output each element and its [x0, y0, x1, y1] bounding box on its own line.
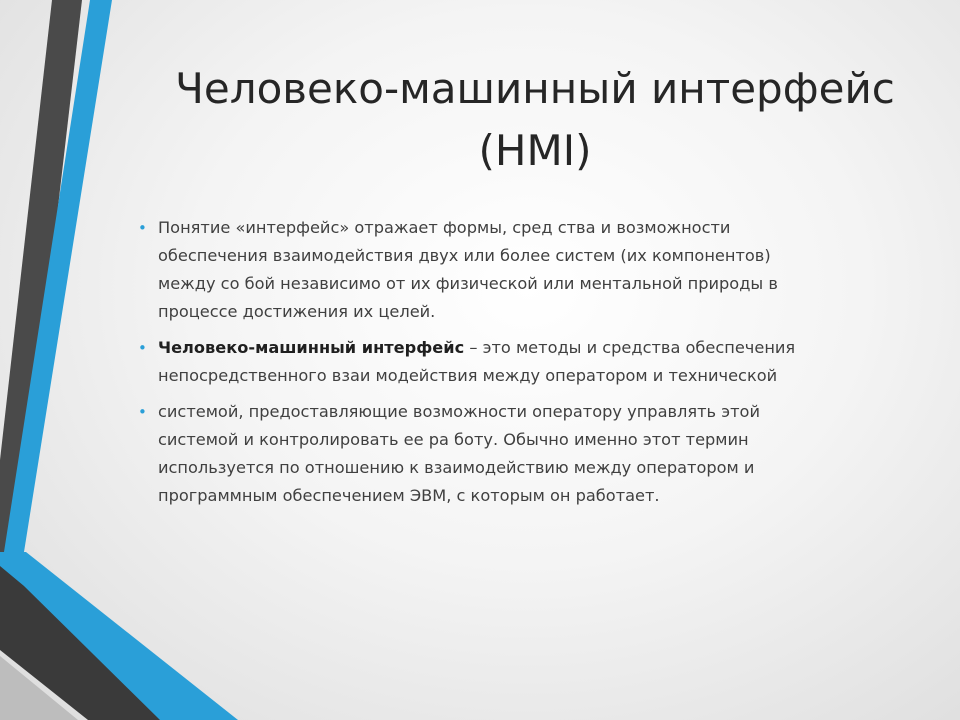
title-line-2: (HMI) [478, 126, 592, 175]
bullet-1-line-1: Понятие «интерфейс» отражает формы, сред ства и возможности [158, 218, 731, 237]
bullet-3-line-2: системой и контролировать ее ра боту. Обычно именно этот термин [158, 430, 749, 449]
bullet-1-line-3: между со бой независимо от их физической или ментальной природы в [158, 274, 778, 293]
bullet-3-line-1: системой, предоставляющие возможности оператору управлять этой [158, 402, 760, 421]
bullet-3-line-3: используется по отношению к взаимодействию между оператором и [158, 458, 755, 477]
bullet-2-bold-term: Человеко-машинный интерфейс [158, 338, 465, 357]
bullet-2-line-2: непосредственного взаи модействия между оператором и технической [158, 366, 778, 385]
left-gray-stripe [0, 0, 82, 552]
bullet-dot-icon: • [138, 219, 147, 237]
title-line-1: Человеко-машинный интерфейс [175, 64, 895, 113]
bullet-dot-icon: • [138, 403, 147, 421]
bullet-item-1 [136, 214, 896, 326]
bullet-1-line-2: обеспечения взаимодействия двух или более систем (их компонентов) [158, 246, 771, 265]
bullet-item-3 [136, 398, 896, 510]
bullet-item-2 [136, 334, 896, 390]
bullet-3-line-4: программным обеспечением ЭВМ, с которым он работает. [158, 486, 660, 505]
bullet-dot-icon: • [138, 339, 147, 357]
slide-body [136, 214, 896, 518]
bullet-2-line-1: – это методы и средства обеспечения [464, 338, 796, 357]
slide-title [150, 58, 920, 182]
bullet-1-line-4: процессе достижения их целей. [158, 302, 436, 321]
